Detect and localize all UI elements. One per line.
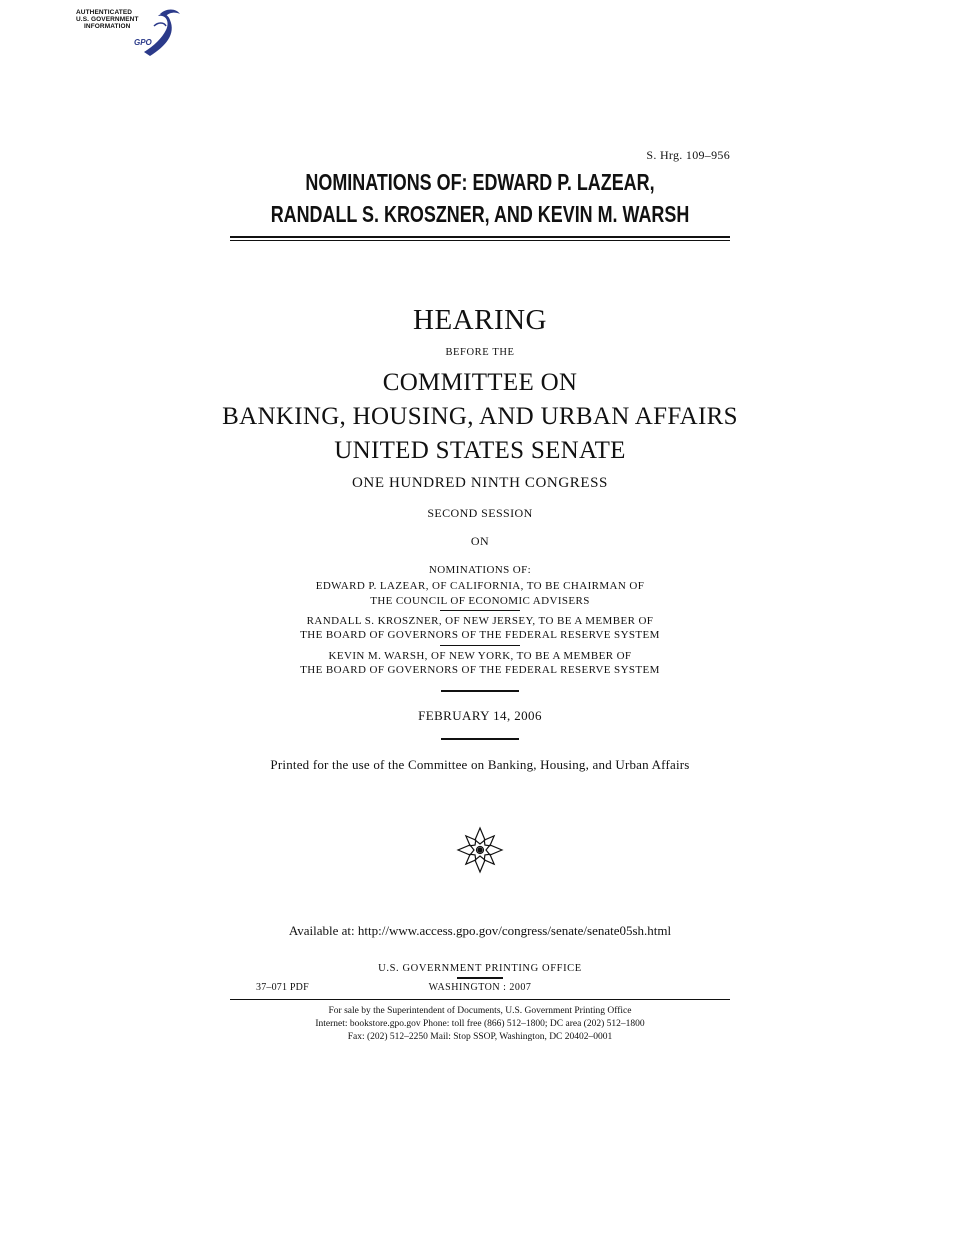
sale-line-1: For sale by the Superintendent of Documents, U.S. Government Printing Office: [328, 1006, 632, 1016]
nominee-2-line-2: THE BOARD OF GOVERNORS OF THE FEDERAL RESERVE SYSTEM: [300, 629, 660, 641]
gpo-mark: GPO: [134, 38, 152, 47]
document-title: [106, 166, 855, 230]
hearing-date: FEBRUARY 14, 2006: [418, 708, 542, 723]
logo-line-2: U.S. GOVERNMENT: [76, 16, 139, 23]
hearing-number: S. Hrg. 109–956: [646, 148, 730, 162]
date-rule-bottom: [441, 738, 519, 740]
title-rule-thin: [230, 240, 730, 241]
title-line-2: RANDALL S. KROSZNER, AND KEVIN M. WARSH: [270, 201, 690, 227]
nominee-3-line-2: THE BOARD OF GOVERNORS OF THE FEDERAL RESERVE SYSTEM: [300, 664, 660, 676]
committee-line-2: BANKING, HOUSING, AND URBAN AFFAIRS: [222, 403, 738, 430]
available-at-line: Available at: http://www.access.gpo.gov/congress/senate/senate05sh.html: [288, 923, 672, 938]
title-line-1: NOMINATIONS OF: EDWARD P. LAZEAR,: [305, 169, 655, 195]
gpo-ornament-icon: [455, 825, 505, 875]
hearing-heading: HEARING: [413, 304, 547, 336]
session-line: SECOND SESSION: [427, 506, 533, 520]
office-rule: [457, 977, 503, 979]
nominations-of-label: NOMINATIONS OF:: [428, 564, 532, 576]
title-rule-thick: [230, 236, 730, 238]
logo-line-3: INFORMATION: [84, 23, 131, 30]
nominee-2-line-1: RANDALL S. KROSZNER, OF NEW JERSEY, TO BE A MEMBER OF: [306, 615, 654, 627]
pdf-number: 37–071 PDF: [256, 982, 309, 993]
printed-for-line: Printed for the use of the Committee on Banking, Housing, and Urban Affairs: [270, 757, 690, 772]
footer-rule: [230, 999, 730, 1000]
senate-line: UNITED STATES SENATE: [334, 437, 626, 464]
nominee-1-line-1: EDWARD P. LAZEAR, OF CALIFORNIA, TO BE CHAIRMAN OF: [315, 580, 645, 592]
sale-line-2: Internet: bookstore.gpo.gov Phone: toll free (866) 512–1800; DC area (202) 512–1800: [315, 1019, 645, 1029]
before-the-label: BEFORE THE: [445, 347, 515, 358]
printing-office-line: U.S. GOVERNMENT PRINTING OFFICE: [378, 963, 582, 974]
logo-line-1: AUTHENTICATED: [76, 9, 133, 16]
congress-line: ONE HUNDRED NINTH CONGRESS: [351, 475, 609, 491]
sale-line-3: Fax: (202) 512–2250 Mail: Stop SSOP, Washington, DC 20402–0001: [347, 1032, 613, 1042]
committee-line-1: COMMITTEE ON: [382, 369, 578, 396]
nominee-divider-1: [440, 610, 520, 611]
city-year-line: WASHINGTON : 2007: [428, 982, 532, 993]
nominee-3-line-1: KEVIN M. WARSH, OF NEW YORK, TO BE A MEMBER OF: [328, 650, 632, 662]
eagle-icon: [136, 6, 182, 60]
date-rule-top: [441, 690, 519, 692]
on-label: ON: [470, 534, 490, 548]
nominee-1-line-2: THE COUNCIL OF ECONOMIC ADVISERS: [370, 595, 590, 607]
nominee-divider-2: [440, 645, 520, 646]
gpo-authenticated-logo: [76, 6, 186, 60]
